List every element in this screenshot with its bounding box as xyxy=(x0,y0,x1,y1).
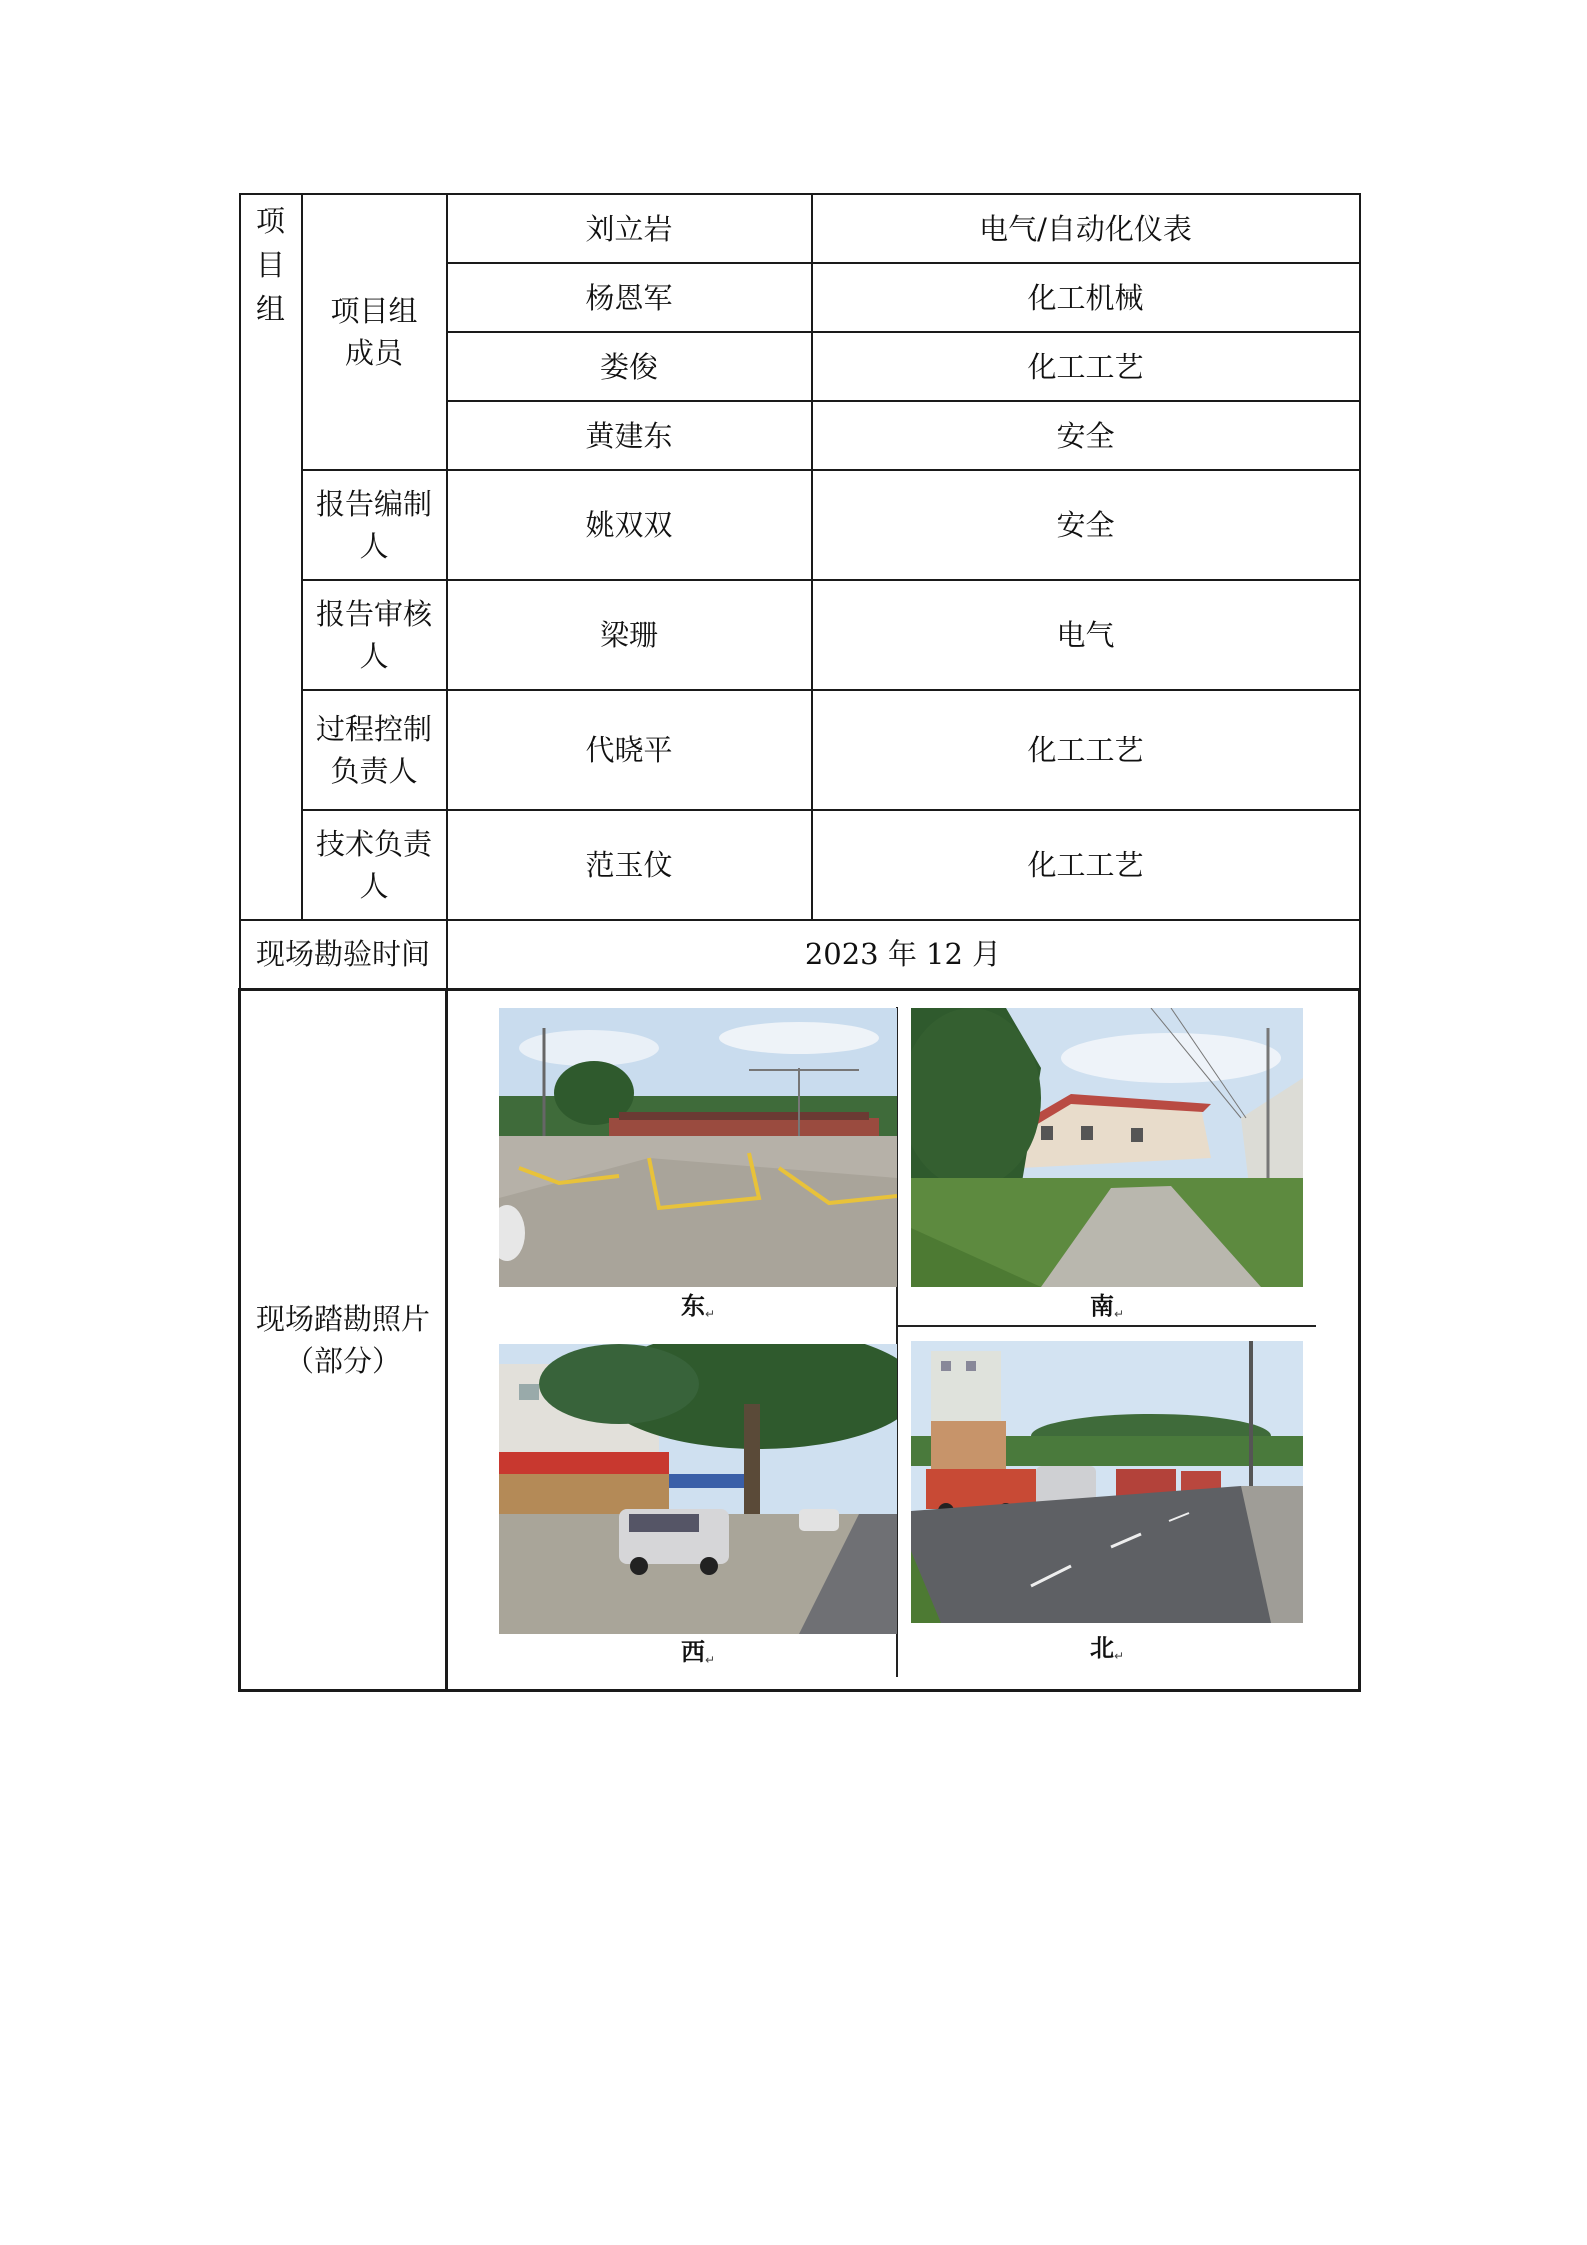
role-label-report-author: 报告编制 人 xyxy=(302,470,447,580)
role-name: 范玉伩 xyxy=(447,810,812,920)
member-name: 娄俊 xyxy=(447,332,812,401)
role-field: 电气 xyxy=(812,580,1360,690)
project-group-label: 项 目 组 xyxy=(240,194,302,920)
photo-caption-east: 东↵ xyxy=(680,1291,716,1321)
photo-north xyxy=(911,1341,1303,1623)
return-mark-icon: ↵ xyxy=(1113,1648,1125,1663)
return-mark-icon: ↵ xyxy=(704,1306,716,1321)
member-field: 电气/自动化仪表 xyxy=(812,194,1360,263)
return-mark-icon: ↵ xyxy=(1113,1306,1125,1321)
return-mark-icon: ↵ xyxy=(704,1652,716,1667)
photo-caption-south: 南↵ xyxy=(1089,1291,1125,1321)
role-field: 安全 xyxy=(812,470,1360,580)
site-photos-cell xyxy=(447,989,1360,1690)
member-field: 安全 xyxy=(812,401,1360,470)
info-table xyxy=(238,193,1361,1692)
photo-east xyxy=(499,1008,897,1287)
member-name: 杨恩军 xyxy=(447,263,812,332)
survey-time-label: 现场勘验时间 xyxy=(240,920,447,989)
role-name: 代晓平 xyxy=(447,690,812,810)
role-label-process-control: 过程控制 负责人 xyxy=(302,690,447,810)
member-field: 化工工艺 xyxy=(812,332,1360,401)
members-label: 项目组 成员 xyxy=(302,194,447,470)
role-field: 化工工艺 xyxy=(812,690,1360,810)
member-name: 刘立岩 xyxy=(447,194,812,263)
survey-time-value: 2023 年 12 月 xyxy=(447,920,1360,989)
member-name: 黄建东 xyxy=(447,401,812,470)
photo-caption-north: 北↵ xyxy=(1089,1633,1125,1663)
photo-caption-west: 西↵ xyxy=(680,1637,716,1667)
role-field: 化工工艺 xyxy=(812,810,1360,920)
role-label-technical-lead: 技术负责 人 xyxy=(302,810,447,920)
role-label-report-reviewer: 报告审核 人 xyxy=(302,580,447,690)
role-name: 姚双双 xyxy=(447,470,812,580)
photo-west xyxy=(499,1344,897,1634)
photo-grid xyxy=(448,991,1358,1689)
site-photos-label: 现场踏勘照片 （部分） xyxy=(240,989,447,1690)
role-name: 梁珊 xyxy=(447,580,812,690)
member-field: 化工机械 xyxy=(812,263,1360,332)
photo-south xyxy=(911,1008,1303,1287)
